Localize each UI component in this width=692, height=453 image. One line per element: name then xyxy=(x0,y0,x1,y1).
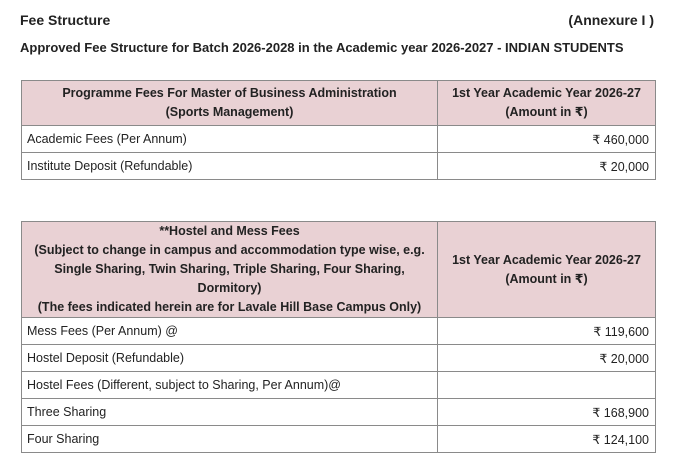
table-row xyxy=(22,318,656,345)
header-line: Single Sharing, Twin Sharing, Triple Sharing, Four Sharing, Dormitory) xyxy=(54,262,405,295)
programme-fees-table xyxy=(21,80,656,180)
header-line: (The fees indicated herein are for Lavale Hill Base Campus Only) xyxy=(37,300,422,314)
fee-label: Hostel Fees (Different, subject to Sharing, Per Annum)@ xyxy=(22,372,438,399)
fee-label: Three Sharing xyxy=(22,399,438,426)
fee-amount: ₹ 20,000 xyxy=(438,345,656,372)
header-line: 1st Year Academic Year 2026-27 xyxy=(452,86,641,100)
fee-amount: ₹ 460,000 xyxy=(438,126,656,153)
fee-label: Academic Fees (Per Annum) xyxy=(22,126,438,153)
programme-header-cell xyxy=(22,81,438,126)
table-row xyxy=(22,345,656,372)
table-header-row xyxy=(22,81,656,126)
header-line: (Sports Management) xyxy=(165,105,294,119)
fee-label: Institute Deposit (Refundable) xyxy=(22,153,438,180)
fee-label: Mess Fees (Per Annum) @ xyxy=(22,318,438,345)
hostel-header-cell xyxy=(22,222,438,318)
amount-header-cell xyxy=(438,222,656,318)
fee-structure-subtitle: Approved Fee Structure for Batch 2026-2028 in the Academic year 2026-2027 - INDIAN STUDENTS xyxy=(20,40,624,55)
fee-label: Four Sharing xyxy=(22,426,438,453)
fee-amount xyxy=(438,372,656,399)
amount-header-cell xyxy=(438,81,656,126)
header-line: **Hostel and Mess Fees xyxy=(159,224,300,238)
fee-amount: ₹ 119,600 xyxy=(438,318,656,345)
header-line: (Amount in ₹) xyxy=(505,105,588,119)
annexure-label: (Annexure I ) xyxy=(568,12,654,28)
table-row xyxy=(22,372,656,399)
fee-amount: ₹ 20,000 xyxy=(438,153,656,180)
header-line: 1st Year Academic Year 2026-27 xyxy=(452,252,641,267)
table-row xyxy=(22,399,656,426)
fee-amount: ₹ 124,100 xyxy=(438,426,656,453)
header-line: (Subject to change in campus and accommodation type wise, e.g. xyxy=(34,243,425,257)
hostel-mess-fees-table xyxy=(21,221,656,453)
table-row xyxy=(22,153,656,180)
document-header xyxy=(20,12,654,30)
page-title: Fee Structure xyxy=(20,12,111,28)
header-line: (Amount in ₹) xyxy=(505,271,588,286)
fee-label: Hostel Deposit (Refundable) xyxy=(22,345,438,372)
table-row xyxy=(22,426,656,453)
table-row xyxy=(22,126,656,153)
header-line: Programme Fees For Master of Business Administration xyxy=(62,86,397,100)
table-header-row xyxy=(22,222,656,318)
fee-amount: ₹ 168,900 xyxy=(438,399,656,426)
